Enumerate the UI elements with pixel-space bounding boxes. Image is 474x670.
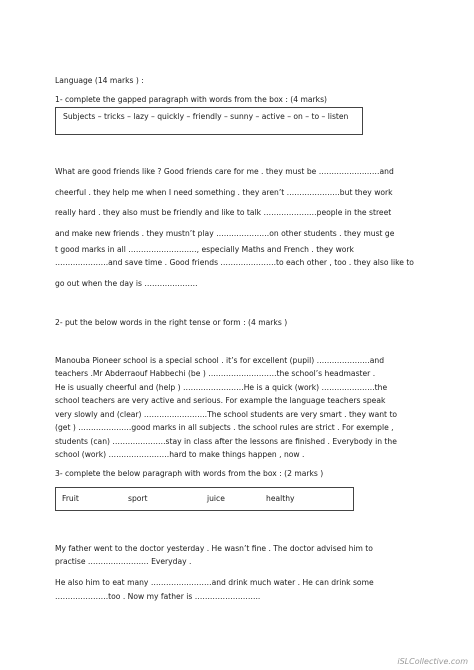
- paragraph-line: Manouba Pioneer school is a special school . it’s for excellent (pupil) …………………and: [55, 356, 385, 365]
- paragraph-line: cheerful . they help me when I need something . they aren’t …………………but they work: [55, 188, 393, 197]
- exercise-1-instruction: 1- complete the gapped paragraph with words from the box : (4 marks): [55, 95, 327, 104]
- paragraph-line: (get ) …………………good marks in all subjects . the school rules are strict . For exemple ,: [55, 423, 394, 432]
- word-box-1-words: Subjects – tricks – lazy – quickly – friendly – sunny – active – on – to – listen: [63, 112, 349, 121]
- word-box-item: healthy: [266, 494, 295, 503]
- paragraph-line: …………………too . Now my father is ……………………..: [55, 592, 261, 601]
- paragraph-line: very slowly and (clear) …………………….The school students are very smart . they want to: [55, 410, 398, 419]
- paragraph-line: He also him to eat many ……………………and drink much water . He can drink some: [55, 578, 374, 587]
- paragraph-line: t good marks in all ………………………, especially Maths and French . they work: [55, 245, 354, 254]
- word-box-item: Fruit: [62, 494, 79, 503]
- paragraph-line: students (can) …………………stay in class after the lessons are finished . Everybody in the: [55, 437, 397, 446]
- exercise-3-instruction: 3- complete the below paragraph with words from the box : (2 marks ): [55, 469, 324, 478]
- paragraph-line: school teachers are very active and serious. For example the language teachers speak: [55, 396, 386, 405]
- exercise-2-instruction: 2- put the below words in the right tense or form : (4 marks ): [55, 318, 288, 327]
- word-box-item: sport: [128, 494, 148, 503]
- paragraph-line: go out when the day is …………………: [55, 279, 198, 288]
- paragraph-line: …………………and save time . Good friends ………………….to each other , too . they also like to: [55, 258, 414, 267]
- paragraph-line: practise …………………… Everyday .: [55, 557, 192, 566]
- paragraph-line: and make new friends . they mustn’t play …………………on other students . they must ge: [55, 229, 395, 238]
- language-heading: Language (14 marks ) :: [55, 76, 144, 85]
- paragraph-line: teachers .Mr Abderraouf Habbechi (be ) ………………………the school’s headmaster .: [55, 369, 376, 378]
- word-box-3: [55, 487, 354, 511]
- paragraph-line: My father went to the doctor yesterday . He wasn’t fine . The doctor advised him to: [55, 544, 373, 553]
- paragraph-line: He is usually cheerful and (help ) ……………………He is a quick (work) …………………the: [55, 383, 388, 392]
- paragraph-line: school (work) ……………………hard to make things happen , now .: [55, 450, 305, 459]
- paragraph-line: really hard . they also must be friendly and like to talk …………………people in the street: [55, 208, 392, 217]
- paragraph-line: What are good friends like ? Good friends care for me . they must be ……………………and: [55, 167, 394, 176]
- word-box-item: juice: [207, 494, 225, 503]
- site-watermark: iSLCollective.com: [397, 657, 468, 666]
- word-box-1: [55, 107, 363, 135]
